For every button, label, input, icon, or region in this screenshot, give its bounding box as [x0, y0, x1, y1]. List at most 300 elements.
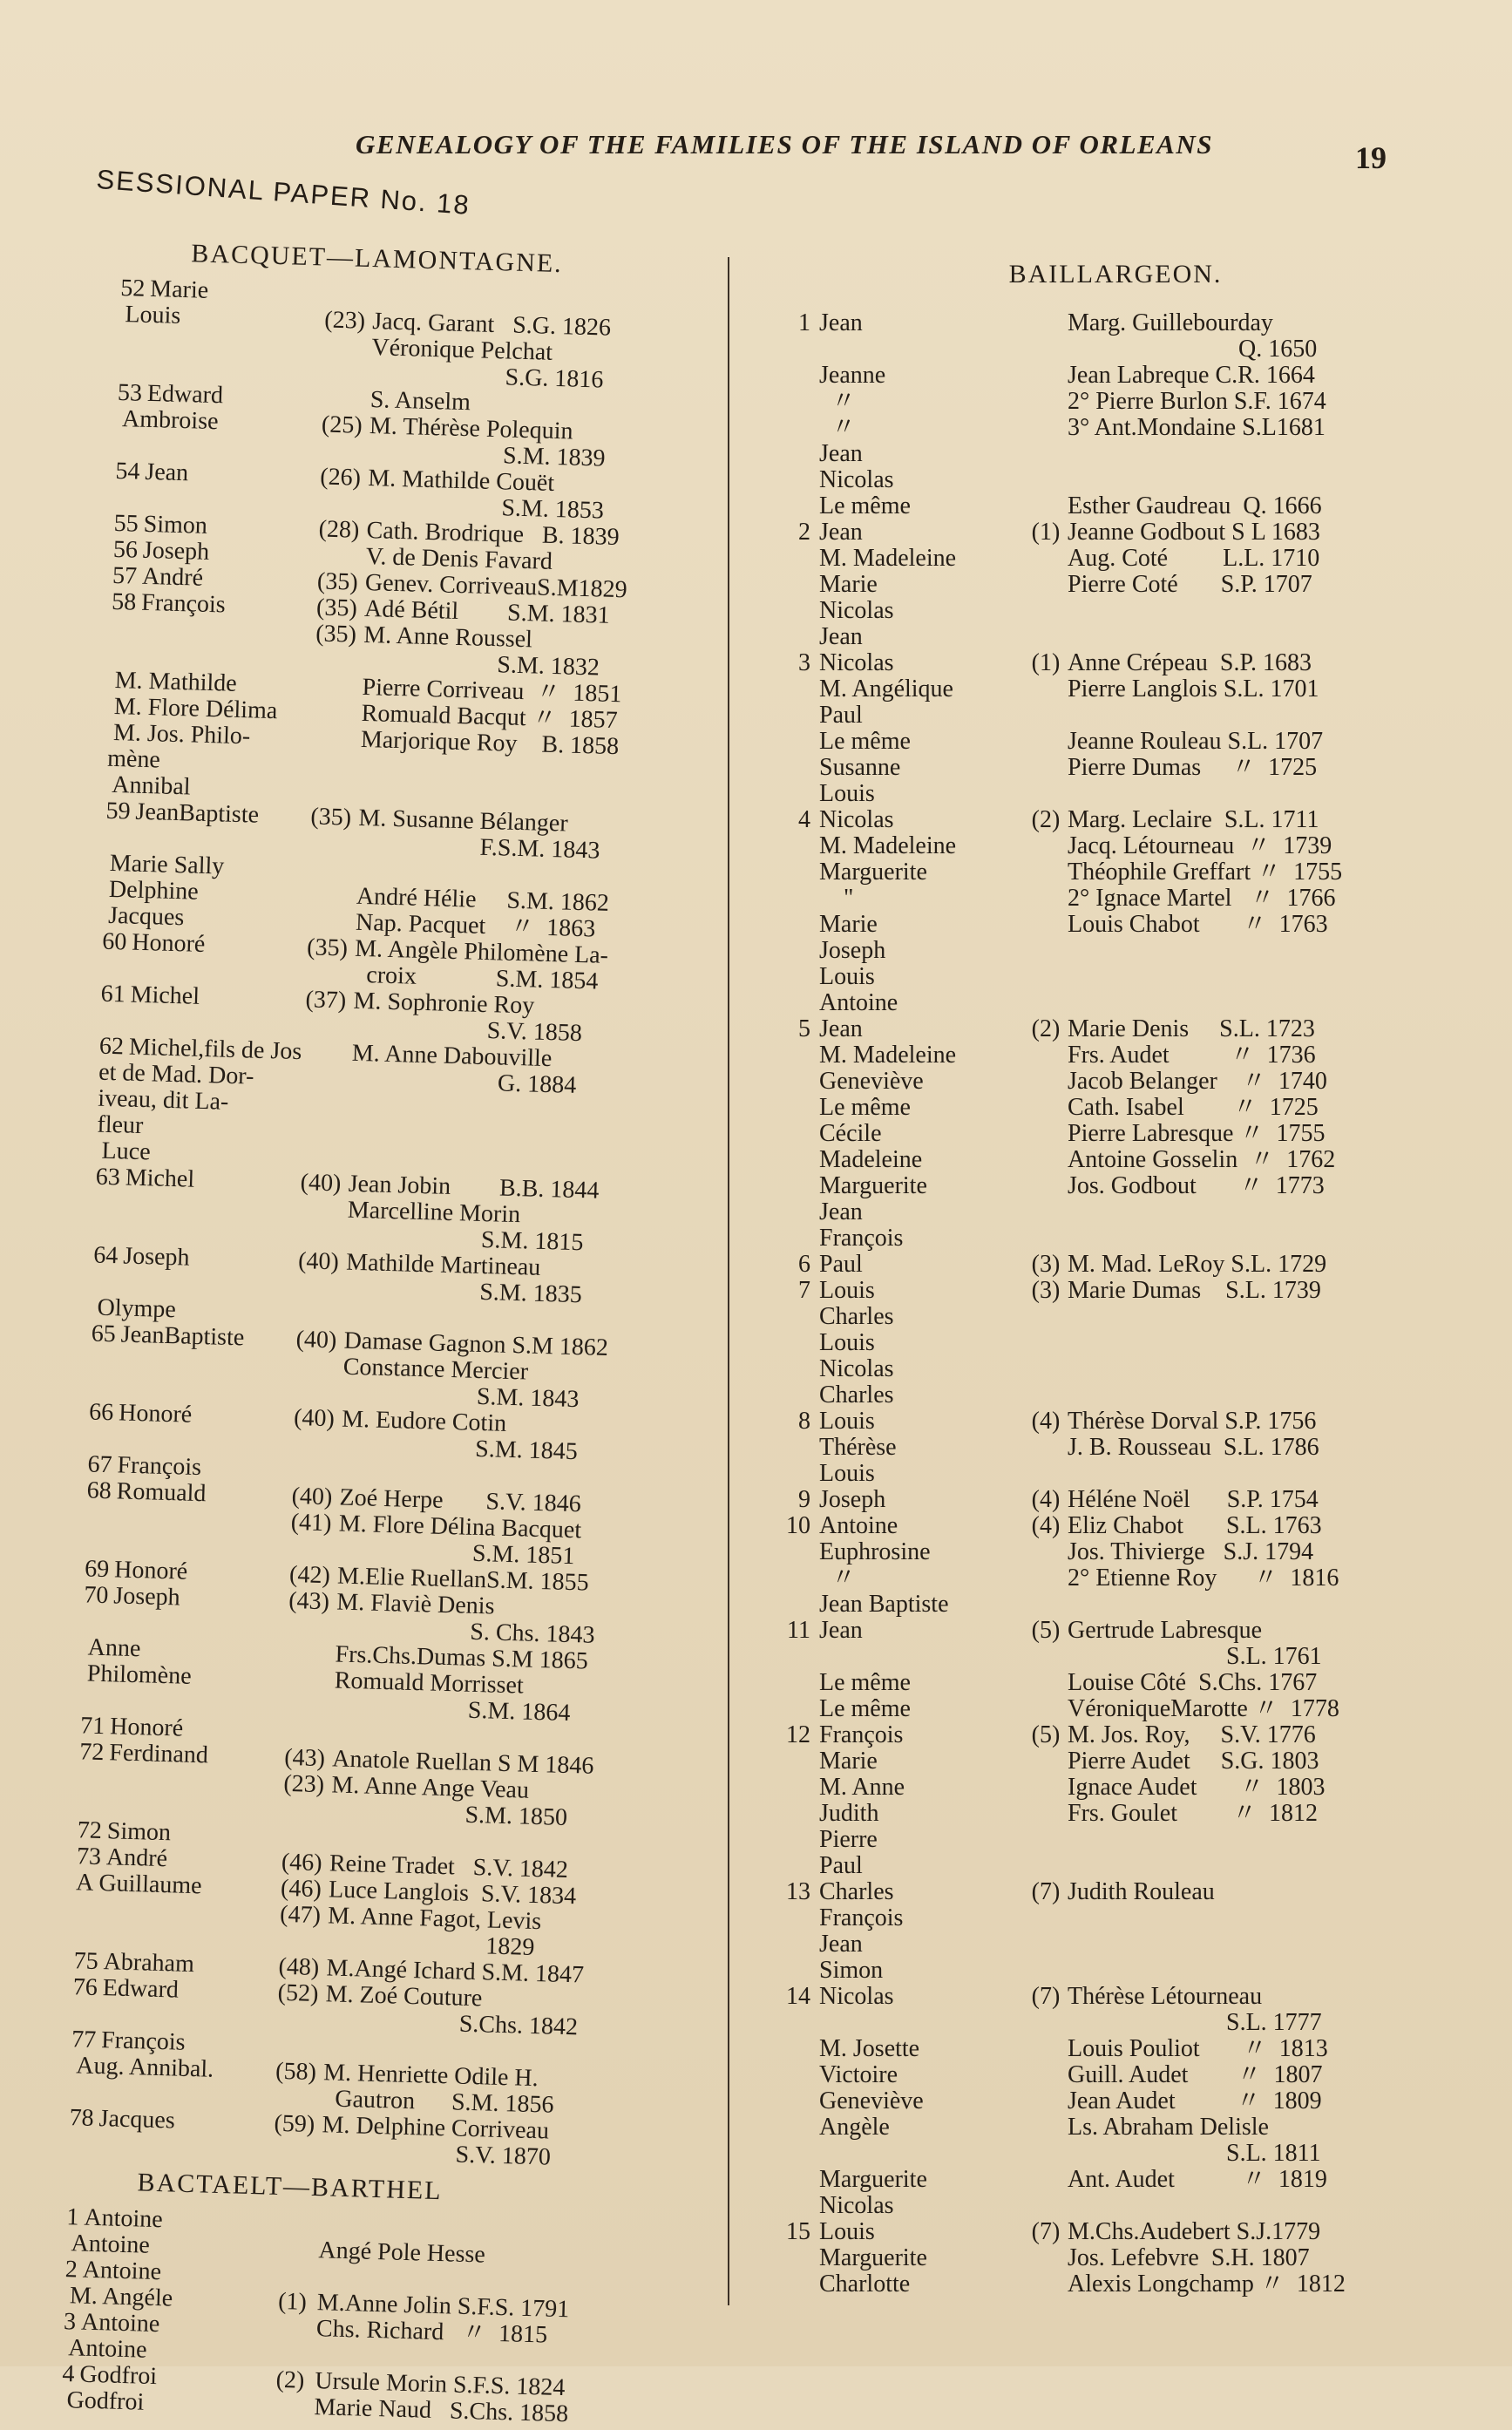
entry-num [117, 405, 118, 432]
entry-num: 58 [111, 587, 137, 616]
entry-child [118, 302, 324, 386]
genealogy-entry [767, 310, 1464, 363]
entry-child [105, 798, 311, 857]
entry-spouse: M. Mad. LeRoy S.L. 1729 [1068, 1251, 1327, 1278]
entry-name: Nicolas [819, 466, 894, 493]
entry-spouse: Théophile Greffart 〃 1755 [1068, 859, 1343, 886]
entry-spouse: Marg. Guillebourday Q. 1650 [1068, 309, 1318, 363]
entry-child [90, 1321, 296, 1406]
entry-parent-ref [286, 1666, 336, 1721]
entry-name: Jean [819, 1015, 863, 1042]
entry-par [1024, 912, 1068, 938]
column-divider [728, 257, 729, 2305]
entry-num [767, 1356, 819, 1382]
genealogy-entry [767, 1095, 1464, 1121]
entry-parent-ref: (40) [297, 1247, 340, 1276]
entry-name: Edward [102, 1974, 180, 2004]
entry-spouse: André Hélie S.M. 1862 [356, 882, 610, 917]
entry-name: Geneviève [819, 2087, 924, 2114]
entry-num [119, 301, 120, 328]
entry-spouse [1068, 1592, 1464, 1618]
entry-child [97, 1034, 304, 1144]
entry-spouse: Jean Labreque C.R. 1664 [1068, 362, 1315, 389]
genealogy-entry [767, 1670, 1464, 1696]
entry-par [1024, 493, 1068, 519]
entry-name: Paul [819, 702, 863, 729]
entry-spouse: Jacq. Létourneau 〃 1739 [1068, 832, 1332, 859]
entry-par [1024, 703, 1068, 729]
entry-name: André [141, 562, 204, 592]
entry-spouse: Alexis Longchamp 〃 1812 [1068, 2270, 1346, 2298]
entry-name: Simon [106, 1817, 172, 1847]
entry-spouse: Marie Dumas S.L. 1739 [1068, 1277, 1321, 1304]
entry-name: Antoine [82, 2256, 162, 2286]
entry-par [1024, 964, 1068, 990]
entry-name: Nicolas [819, 806, 894, 833]
entry-num: 70 [83, 1581, 109, 1610]
entry-par: (3) [1031, 1251, 1061, 1278]
entry-num [81, 1660, 82, 1687]
entry-spouse: Ant. Audet 〃 1819 [1068, 2166, 1327, 2193]
entry-spouse: Jeanne Godbout S L 1683 [1068, 519, 1320, 546]
genealogy-entry [767, 1905, 1464, 1931]
entry-name: Paul [819, 1251, 863, 1278]
entry-name: Louis [819, 1277, 875, 1304]
entry-par [1024, 363, 1068, 389]
entry-spouse: M. Sophronie Roy S.V. 1858 [352, 987, 583, 1048]
entry-parent-ref [312, 725, 362, 779]
entry-name: Anne [87, 1633, 141, 1663]
entry-spouse: Ursule Morin S.F.S. 1824 [314, 2367, 566, 2402]
entry-spouse: Eliz Chabot S.L. 1763 [1068, 1512, 1322, 1539]
entry-name: Jean [819, 1617, 863, 1644]
entry-par [1024, 467, 1068, 493]
genealogy-entry [767, 729, 1464, 755]
entry-num [767, 938, 819, 964]
entry-num [104, 876, 105, 903]
entry-spouse: Aug. Coté L.L. 1710 [1068, 545, 1320, 572]
genealogy-entry [767, 1042, 1464, 1069]
entry-name: M. Madeleine [819, 1042, 957, 1069]
entry-spouse: Adé Bétil S.M. 1831 [363, 594, 611, 629]
entry-name: Jean [819, 519, 863, 546]
entry-par [1024, 859, 1068, 886]
entry-num [767, 990, 819, 1016]
entry-num: 5 [798, 1015, 810, 1042]
genealogy-entry [767, 1173, 1464, 1199]
entry-par [1024, 2062, 1068, 2088]
entry-par [1024, 1748, 1068, 1775]
entry-child [61, 2387, 267, 2420]
entry-spouse: Jacob Belanger 〃 1740 [1068, 1068, 1327, 1095]
entry-num [767, 389, 819, 415]
entry-num: 8 [798, 1408, 810, 1435]
genealogy-entry [767, 2088, 1464, 2114]
genealogy-entry [767, 441, 1464, 467]
entry-parent-ref: (48) [278, 1952, 320, 1982]
entry-name: Joseph [819, 937, 886, 964]
entry-num [767, 363, 819, 389]
entry-name: Louis [819, 1408, 875, 1435]
entry-num [108, 693, 109, 720]
genealogy-entry [767, 519, 1464, 546]
entry-spouse: M. Eudore Cotin S.M. 1845 [340, 1405, 579, 1466]
entry-num [767, 1905, 819, 1931]
entry-num: 9 [798, 1486, 810, 1513]
genealogy-entry [767, 1147, 1464, 1173]
entry-parent-ref: (25) [321, 411, 363, 439]
entry-num: 56 [112, 535, 139, 564]
entry-name: Marguerite [819, 1172, 927, 1199]
genealogy-entry [767, 2219, 1464, 2245]
entry-name: 〃 [819, 388, 857, 415]
entry-name: François [819, 1225, 904, 1252]
entry-num [767, 2245, 819, 2271]
entry-name: Honoré [113, 1556, 188, 1585]
entry-name: Michel,fils de Jos et de Mad. Dor- iveau, dit La- fleur [97, 1033, 302, 1140]
entry-parent-ref: (47) [279, 1900, 322, 1930]
entry-par [1024, 1042, 1068, 1069]
entry-name: M. Madeleine [819, 545, 957, 572]
genealogy-entry [767, 1565, 1464, 1592]
entry-name: Marie [819, 571, 878, 598]
entry-child [99, 981, 306, 1040]
entry-par [1024, 1461, 1068, 1487]
entry-spouse: M. Jos. Roy, S.V. 1776 [1068, 1721, 1316, 1748]
entry-name: Marie [819, 911, 878, 938]
entry-spouse [1068, 1356, 1464, 1382]
entry-par [1024, 1225, 1068, 1252]
entry-num [767, 2193, 819, 2219]
entry-par: (2) [1031, 806, 1061, 833]
entry-spouse: Jeanne Rouleau S.L. 1707 [1068, 728, 1324, 755]
entry-num [61, 2386, 62, 2413]
entry-spouse: Genev. CorriveauS.M1829 [364, 568, 627, 604]
entry-num [767, 1225, 819, 1252]
entry-num: 61 [100, 980, 126, 1008]
genealogy-entry [767, 1252, 1464, 1278]
entry-num: 1 [66, 2203, 79, 2231]
entry-par [1024, 2167, 1068, 2193]
entry-num [767, 729, 819, 755]
entry-spouse [1068, 598, 1464, 624]
entry-name: Godfroi [79, 2360, 158, 2391]
entry-num [767, 1801, 819, 1827]
entry-spouse: Marg. Leclaire S.L. 1711 [1068, 806, 1319, 833]
entry-name: M. Anne [819, 1774, 905, 1801]
entry-spouse: Thérèse Létourneau S.L. 1777 [1068, 1983, 1322, 2036]
entry-parent-ref [271, 2210, 320, 2238]
right-column [767, 260, 1464, 2298]
entry-num [767, 624, 819, 650]
entry-spouse: M. Anne Dabouville G. 1884 [350, 1039, 577, 1099]
entry-parent-ref [325, 282, 374, 309]
entry-num [767, 572, 819, 598]
entry-num [104, 850, 105, 877]
entry-num: 66 [88, 1398, 114, 1427]
entry-parent-ref [266, 2393, 315, 2421]
family-title-baillargeon: BAILLARGEON. [1008, 260, 1223, 288]
entry-num [767, 598, 819, 624]
entry-par [1024, 1330, 1068, 1356]
entry-spouse [1068, 1905, 1464, 1931]
entry-parent-ref [322, 385, 370, 413]
entry-num [767, 1931, 819, 1958]
entry-name: Susanne [819, 754, 901, 781]
entry-num: 4 [62, 2360, 75, 2388]
entry-par [1024, 1931, 1068, 1958]
entry-num [767, 781, 819, 807]
entry-name: Honoré [118, 1399, 193, 1429]
entry-par [1024, 1095, 1068, 1121]
entry-par [1024, 1539, 1068, 1565]
entry-spouse: Romuald Morrisset S.M. 1864 [333, 1666, 571, 1727]
entry-num: 71 [79, 1712, 105, 1741]
entry-par [1024, 1069, 1068, 1095]
genealogy-entry [767, 1984, 1464, 2036]
entry-num: 72 [78, 1738, 105, 1767]
entry-spouse: M. Zoé Couture S.Chs. 1842 [324, 1980, 579, 2041]
entry-spouse: Jos. Godbout 〃 1773 [1068, 1172, 1325, 1199]
genealogy-entry [767, 886, 1464, 912]
entry-spouse: Pierre Dumas 〃 1725 [1068, 754, 1318, 781]
entry-num [767, 441, 819, 467]
entry-spouse: Pierre Coté S.P. 1707 [1068, 571, 1312, 598]
genealogy-entry [767, 1356, 1464, 1382]
entry-spouse [1068, 1827, 1464, 1853]
entry-num: 68 [86, 1476, 112, 1505]
entry-name: Jean [819, 440, 863, 467]
genealogy-entry [767, 1069, 1464, 1095]
entry-name: M. Angéle [69, 2282, 173, 2312]
entry-name: Jean [819, 623, 863, 650]
entry-par: (2) [1031, 1015, 1061, 1042]
entry-name: Nicolas [819, 2192, 894, 2219]
entry-parent-ref [301, 1144, 349, 1171]
entry-num [767, 964, 819, 990]
entry-parent-ref: (59) [274, 2109, 315, 2139]
genealogy-entry [767, 781, 1464, 807]
entry-name: André [105, 1843, 168, 1873]
entry-name: Nicolas [819, 1983, 894, 2010]
entry-par [1024, 2193, 1068, 2219]
baillargeon-entries [767, 310, 1464, 2298]
entry-num: 13 [786, 1878, 810, 1905]
genealogy-entry [767, 2271, 1464, 2298]
genealogy-entry [767, 2062, 1464, 2088]
entry-spouse: Louis Pouliot 〃 1813 [1068, 2035, 1328, 2062]
entry-par [1024, 1199, 1068, 1225]
entry-name: Antoine [819, 1512, 898, 1539]
genealogy-entry [767, 1696, 1464, 1722]
entry-num [109, 667, 110, 694]
entry-num: 73 [76, 1843, 102, 1871]
entry-parent-ref [314, 673, 363, 701]
entry-num [767, 1147, 819, 1173]
entry-spouse: Ls. Abraham Delisle S.L. 1811 [1068, 2114, 1321, 2167]
entry-par [1024, 598, 1068, 624]
entry-spouse: V. de Denis Favard [365, 542, 553, 575]
entry-spouse: Nap. Pacquet 〃 1863 [355, 908, 596, 943]
entry-par [1024, 572, 1068, 598]
entry-spouse: M. Thérèse Polequin S.M. 1839 [368, 412, 606, 472]
entry-spouse: Judith Rouleau [1068, 1878, 1215, 1905]
entry-parent-ref [296, 1300, 345, 1328]
entry-name: M. Madeleine [819, 832, 957, 859]
entry-name: Michel [125, 1164, 195, 1193]
entry-num [767, 1435, 819, 1461]
entry-spouse: Louis Chabot 〃 1763 [1068, 911, 1328, 938]
entry-name [84, 1764, 85, 1791]
entry-num [767, 1095, 819, 1121]
entry-name: Marguerite [819, 2166, 927, 2193]
entry-par [1024, 1121, 1068, 1147]
entry-spouse: M.Chs.Audebert S.J.1779 [1068, 2218, 1321, 2245]
entry-num: 54 [115, 457, 140, 485]
entry-spouse: Jacq. Garant S.G. 1826 Véronique Pelchat S.G. 1816 [370, 308, 612, 394]
entry-spouse: M. Delphine Corriveau S.V. 1870 [321, 2111, 552, 2171]
genealogy-entry [767, 990, 1464, 1016]
entry-name: Godfroi [66, 2386, 145, 2416]
entry-par [1024, 546, 1068, 572]
entry-name: Antoine [84, 2203, 164, 2234]
entry-name: Jean [819, 1198, 863, 1225]
genealogy-entry [767, 1199, 1464, 1225]
entry-par [1024, 310, 1068, 363]
entry-num [767, 2114, 819, 2167]
genealogy-entry [767, 1958, 1464, 1984]
genealogy-entry [767, 2114, 1464, 2167]
entry-par [1024, 755, 1068, 781]
entry-name: Nicolas [819, 597, 894, 624]
entry-spouse: Pierre Audet S.G. 1803 [1068, 1748, 1319, 1775]
entry-par [1024, 1304, 1068, 1330]
entry-spouse: M. Anne Fagot, Levis 1829 [326, 1902, 542, 1961]
entry-parent-ref: (35) [306, 933, 349, 962]
entry-parent-ref [287, 1640, 336, 1668]
entry-num: 10 [786, 1512, 810, 1539]
entry-num: 69 [84, 1555, 110, 1584]
entry-child [116, 406, 322, 465]
entry-spouse [1068, 467, 1464, 493]
genealogy-entry [767, 650, 1464, 676]
entry-name: Jean [145, 458, 189, 487]
genealogy-entry [767, 1121, 1464, 1147]
entry-num: 7 [798, 1277, 810, 1304]
genealogy-entry [767, 1382, 1464, 1408]
entry-parent-ref [317, 542, 366, 570]
entry-spouse: Chs. Richard 〃 1815 [315, 2315, 548, 2349]
entry-spouse: Pierre Langlois S.L. 1701 [1068, 675, 1319, 703]
entry-spouse [1068, 990, 1464, 1016]
entry-par [1024, 1592, 1068, 1618]
entry-num [767, 1173, 819, 1199]
entry-par: (7) [1031, 1878, 1061, 1905]
entry-spouse: Pierre Labresque 〃 1755 [1068, 1120, 1326, 1147]
entry-name: 〃 [819, 1565, 857, 1592]
entry-num [767, 1670, 819, 1696]
entry-spouse: Gertrude Labresque S.L. 1761 [1068, 1617, 1322, 1670]
entry-num: 1 [798, 309, 810, 336]
entry-par [1024, 1670, 1068, 1696]
entry-spouse: 2° Pierre Burlon S.F. 1674 [1068, 388, 1326, 415]
entry-num [96, 1137, 97, 1164]
entry-par [1024, 833, 1068, 859]
entry-spouse: M. Flore Délina Bacquet S.M. 1851 [337, 1510, 582, 1571]
entry-num: 15 [786, 2218, 810, 2245]
entry-spouse: Marie Naud S.Chs. 1858 [314, 2393, 569, 2428]
entry-par [1024, 2036, 1068, 2062]
entry-spouse [1068, 1225, 1464, 1252]
entry-spouse [1068, 441, 1464, 467]
entry-name: Le même [819, 492, 911, 519]
entry-name: Joseph [142, 536, 210, 566]
entry-name: " [819, 885, 854, 912]
entry-spouse: M.Elie RuellanS.M. 1855 [336, 1562, 590, 1597]
entry-spouse: Damase Gagnon S.M 1862 Constance Mercier S.M. 1843 [342, 1327, 609, 1414]
entry-spouse: M. Mathilde Couët S.M. 1853 [367, 464, 605, 525]
entry-spouse: Héléne Noël S.P. 1754 [1068, 1486, 1319, 1513]
entry-spouse: Frs. Audet 〃 1736 [1068, 1042, 1316, 1069]
entry-par: (4) [1031, 1486, 1061, 1513]
entry-spouse: Jos. Lefebvre S.H. 1807 [1068, 2244, 1310, 2271]
genealogy-entry [767, 676, 1464, 703]
entry-num: 67 [87, 1450, 113, 1479]
entry-name: M. Josette [819, 2035, 920, 2062]
entry-spouse [1068, 1461, 1464, 1487]
genealogy-entry [767, 415, 1464, 441]
entry-num [767, 912, 819, 938]
entry-name: Jean Baptiste [819, 1591, 949, 1618]
entry-name: Charles [819, 1878, 894, 1905]
entry-name: Nicolas [819, 1355, 894, 1382]
entry-num: 62 [98, 1032, 125, 1061]
entry-num: 12 [786, 1721, 810, 1748]
entry-name: Charles [819, 1381, 894, 1408]
entry-num [767, 703, 819, 729]
entry-num: 4 [798, 806, 810, 833]
entry-name: Joseph [122, 1242, 190, 1272]
genealogy-entry [767, 389, 1464, 415]
entry-spouse [1068, 1382, 1464, 1408]
entry-num [767, 676, 819, 703]
entry-spouse: Zoé Herpe S.V. 1846 [339, 1483, 582, 1518]
entry-par [1024, 1958, 1068, 1984]
entry-name: Marie [149, 275, 209, 304]
genealogy-entry [767, 1748, 1464, 1775]
entry-name: Jean [819, 309, 863, 336]
entry-par [1024, 781, 1068, 807]
genealogy-entry [767, 2193, 1464, 2219]
entry-spouse: Jos. Thivierge S.J. 1794 [1068, 1538, 1314, 1565]
entry-name: François [140, 588, 227, 619]
entry-num [767, 1461, 819, 1487]
entry-name: Jeanne [819, 362, 886, 389]
entry-spouse: Frs. Goulet 〃 1812 [1068, 1800, 1319, 1827]
entry-par [1024, 1775, 1068, 1801]
entry-spouse: Marie Denis S.L. 1723 [1068, 1015, 1315, 1042]
entry-par [1024, 2271, 1068, 2298]
entry-num [767, 1775, 819, 1801]
entry-num: 6 [798, 1251, 810, 1278]
entry-spouse: 3° Ant.Mondaine S.L1681 [1068, 414, 1326, 441]
genealogy-entry [767, 1592, 1464, 1618]
entry-name: Luce [101, 1137, 152, 1166]
entry-spouse: Luce Langlois S.V. 1834 [328, 1876, 577, 1911]
entry-name: Annibal [111, 770, 192, 801]
genealogy-entry [767, 624, 1464, 650]
genealogy-entry [767, 1278, 1464, 1304]
